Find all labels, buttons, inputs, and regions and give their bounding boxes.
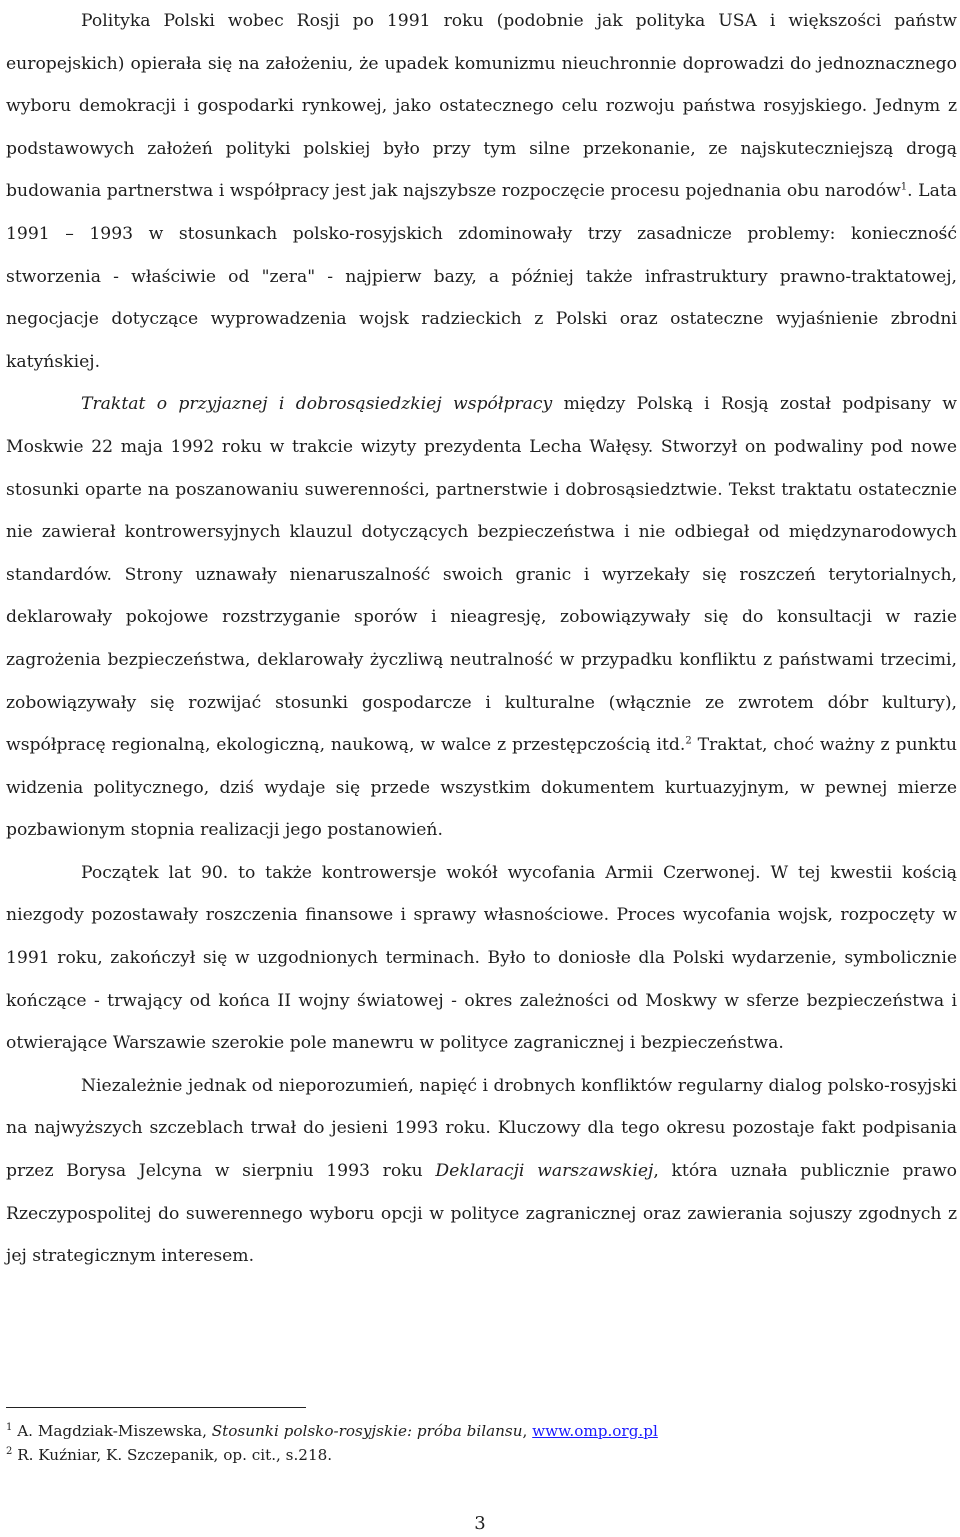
footnote-ref-2: 2 bbox=[685, 735, 692, 747]
footnote-1-separator: , bbox=[522, 1422, 533, 1440]
footnote-2-text: R. Kuźniar, K. Szczepanik, op. cit., s.218. bbox=[17, 1446, 333, 1464]
footnote-1-author: A. Magdziak-Miszewska, bbox=[17, 1422, 212, 1440]
footnote-1-link[interactable]: www.omp.org.pl bbox=[532, 1422, 658, 1440]
italic-title: Deklaracji warszawskiej bbox=[435, 1161, 654, 1182]
italic-title: Traktat o przyjaznej i dobrosąsiedzkiej współpracy bbox=[81, 394, 553, 415]
footnote-1-title: Stosunki polsko-rosyjskie: próba bilansu bbox=[211, 1422, 523, 1440]
footnote-2 bbox=[6, 1443, 946, 1467]
footnote-1-number: 1 bbox=[6, 1421, 13, 1433]
document-page bbox=[6, 0, 957, 1278]
footnote-1 bbox=[6, 1419, 946, 1443]
paragraph-3 bbox=[6, 852, 957, 1065]
paragraph-2 bbox=[6, 383, 957, 852]
footnote-separator bbox=[6, 1407, 306, 1408]
text-run: , która uznała publicznie prawo Rzeczypospolitej do suwerennego wyboru opcji w polityce zagranicznej oraz zawierania sojuszy zgodnych z jej strategicznym interesem. bbox=[6, 1161, 957, 1267]
footnote-2-number: 2 bbox=[6, 1445, 13, 1457]
text-run: Traktat, choć ważny z punktu widzenia politycznego, dziś wydaje się przede wszystkim dokumentem kurtuazyjnym, w pewnej mierze pozbawionym stopnia realizacji jego postanowień. bbox=[6, 735, 957, 841]
text-run: . Lata 1991 – 1993 w stosunkach polsko-rosyjskich zdominowały trzy zasadnicze problemy: konieczność stworzenia - właściwie od "zera" - najpierw bazy, a później także infrastruktury prawno-traktatowej, negocjacje dotyczące wyprowadzenia wojsk radzieckich z Polski oraz ostateczne wyjaśnienie zbrodni katyńskiej. bbox=[6, 181, 957, 372]
footnotes bbox=[6, 1419, 946, 1467]
paragraph-4 bbox=[6, 1065, 957, 1278]
text-run: Początek lat 90. to także kontrowersje wokół wycofania Armii Czerwonej. W tej kwestii kością niezgody pozostawały roszczenia finansowe i sprawy własnościowe. Proces wycofania wojsk, rozpoczęty w 1991 roku, zakończył się w uzgodnionych terminach. Było to doniosłe dla Polski wydarzenie, symbolicznie kończące - trwający od końca II wojny światowej - okres zależności od Moskwy w sferze bezpieczeństwa i otwierające Warszawie szerokie pole manewru w polityce zagranicznej i bezpieczeństwa. bbox=[6, 862, 957, 1054]
text-run: Polityka Polski wobec Rosji po 1991 roku (podobnie jak polityka USA i większości państw europejskich) opierała się na założeniu, że upadek komunizmu nieuchronnie doprowadzi do jednoznacznego wyboru demokracji i gospodarki rynkowej, jako ostatecznego celu rozwoju państwa rosyjskiego. Jednym z podstawowych założeń polityki polskiej było przy tym silne przekonanie, ze najskuteczniejszą drogą budowania partnerstwa i współpracy jest jak najszybsze rozpoczęcie procesu pojednania obu narodów bbox=[6, 11, 957, 202]
text-run: Niezależnie jednak od nieporozumień, napięć i drobnych konfliktów regularny dialog polsko-rosyjski na najwyższych szczeblach trwał do jesieni 1993 roku. Kluczowy dla tego okresu pozostaje fakt podpisania przez Borysa Jelcyna w sierpniu 1993 roku bbox=[6, 1075, 957, 1182]
page-number: 3 bbox=[474, 1513, 486, 1534]
paragraph-1 bbox=[6, 0, 957, 383]
text-run: między Polską i Rosją został podpisany w Moskwie 22 maja 1992 roku w trakcie wizyty prezydenta Lecha Wałęsy. Stworzył on podwaliny pod nowe stosunki oparte na poszanowaniu suwerenności, partnerstwie i dobrosąsiedztwie. Tekst traktatu ostatecznie nie zawierał kontrowersyjnych klauzul dotyczących bezpieczeństwa i nie odbiegał od międzynarodowych standardów. Strony uznawały nienaruszalność swoich granic i wyrzekały się roszczeń terytorialnych, deklarowały pokojowe rozstrzyganie sporów i nieagresję, zobowiązywały się do konsultacji w razie zagrożenia bezpieczeństwa, deklarowały życzliwą neutralność w przypadku konfliktu z państwami trzecimi, zobowiązywały się rozwijać stosunki gospodarcze i kulturalne (włącznie ze zwrotem dóbr kultury), współpracę regionalną, ekologiczną, naukową, w walce z przestępczością itd. bbox=[6, 394, 958, 756]
footnote-ref-1: 1 bbox=[900, 181, 908, 193]
